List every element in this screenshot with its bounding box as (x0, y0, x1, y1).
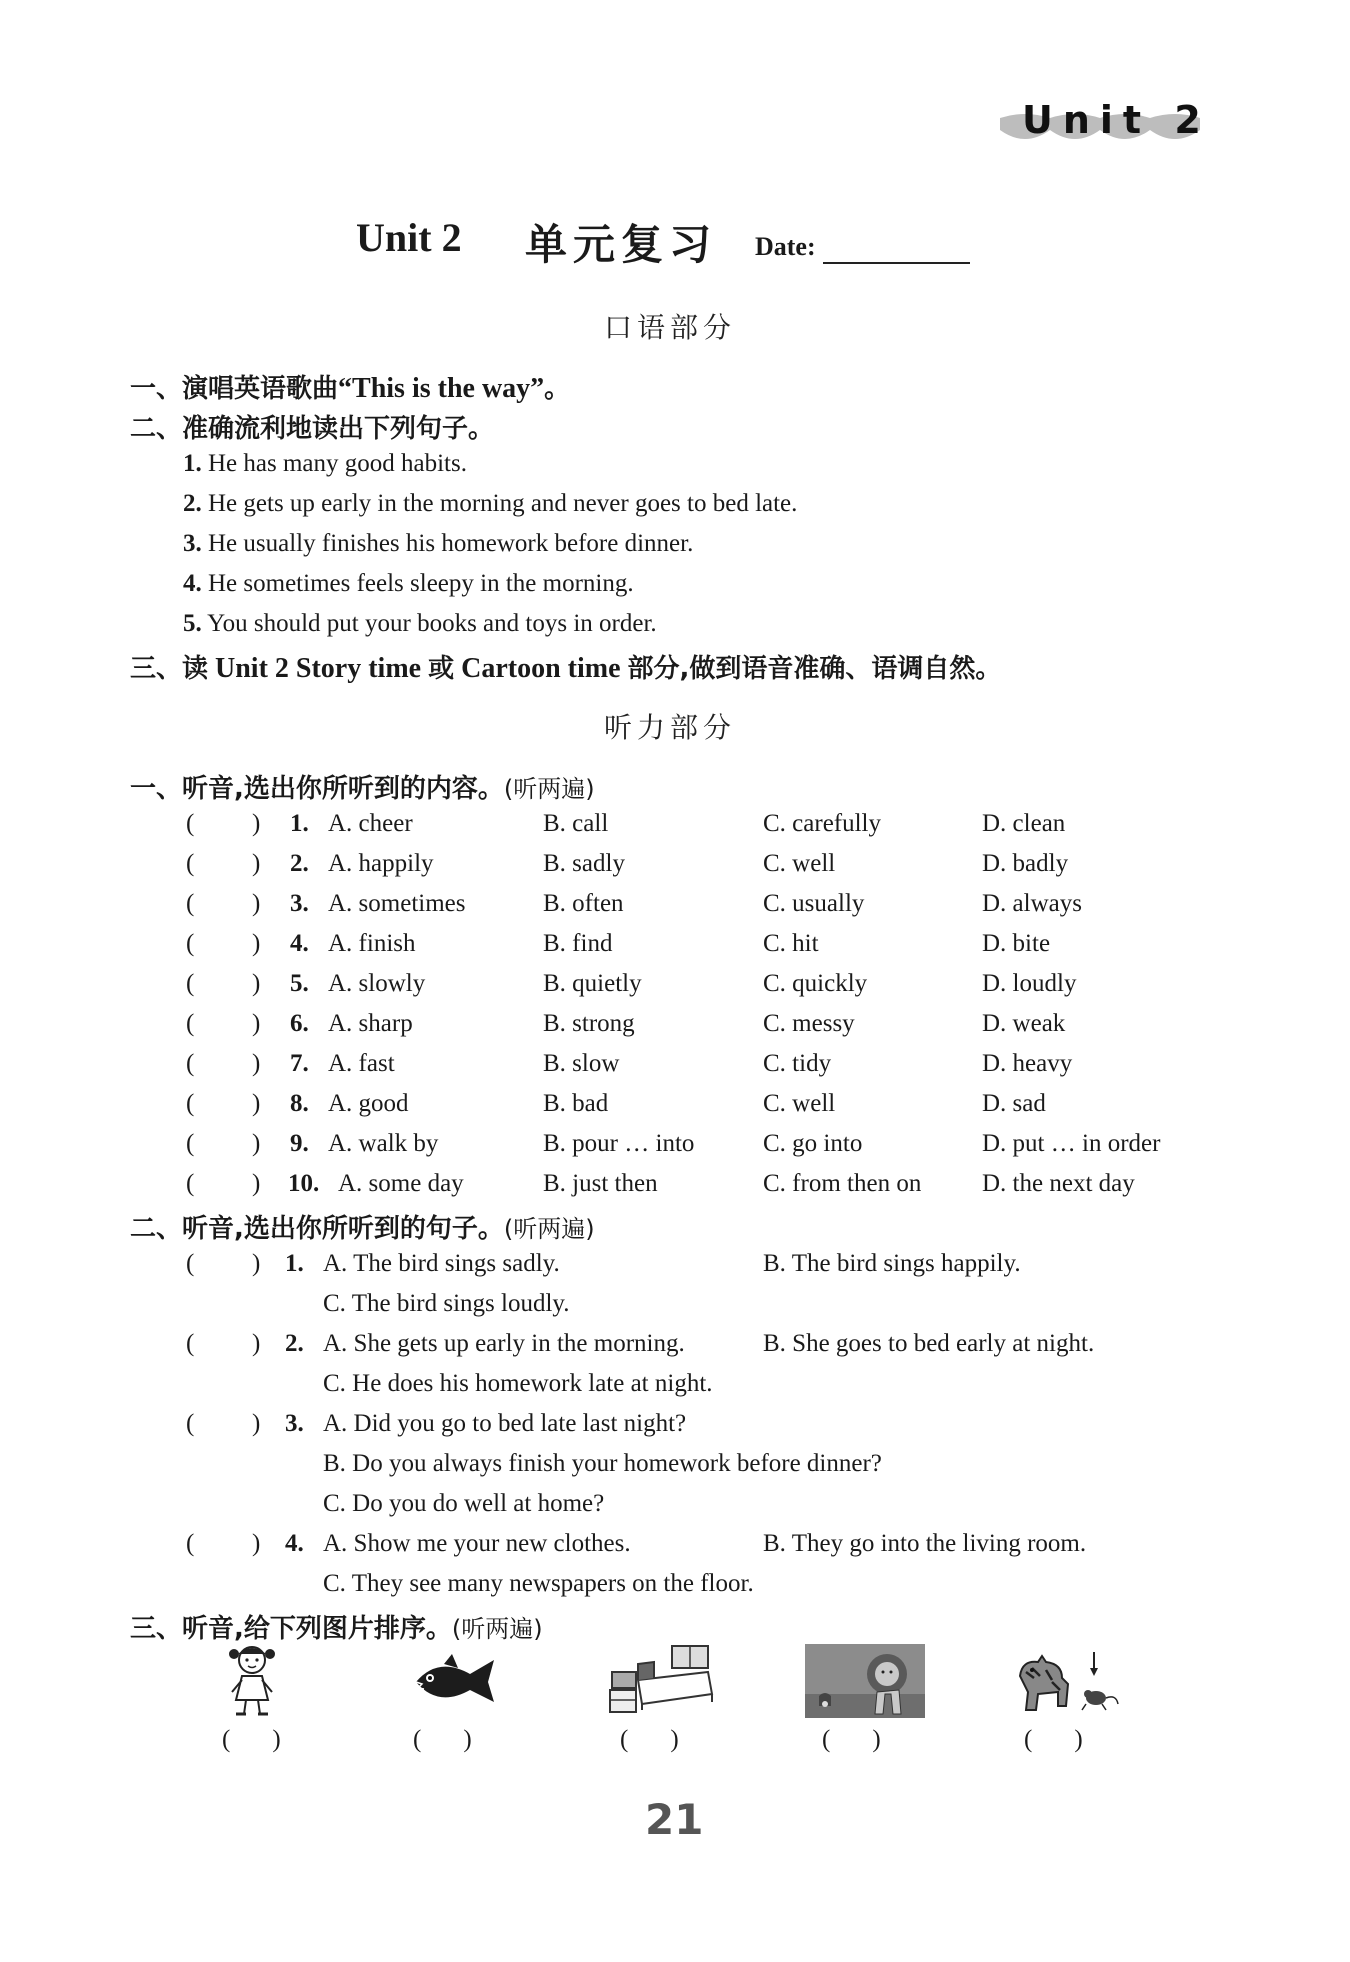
oral-sentence: 3. He usually finishes his homework before dinner. (183, 530, 694, 557)
picture-answer-girl[interactable]: ( ) (222, 1726, 281, 1753)
oral-q3-heading: 三、读 Unit 2 Story time 或 Cartoon time 部分,做到语音准确、语调自然。 (130, 653, 1002, 684)
oral-q2-heading: 二、准确流利地读出下列句子。 (130, 414, 495, 444)
date-label: Date: (755, 232, 816, 261)
answer-paren-open[interactable]: ( (186, 1530, 195, 1557)
oral-section-title: 口语部分 (604, 311, 737, 344)
oral-q1-prefix: 一、演唱英语歌曲 (130, 374, 339, 404)
picture-answer-tiger[interactable]: ( ) (1024, 1726, 1083, 1753)
lion-picture (805, 1644, 925, 1718)
answer-paren-open[interactable]: ( (186, 810, 195, 837)
oral-q1-suffix: 。 (544, 374, 571, 404)
answer-paren-open[interactable]: ( (186, 1050, 195, 1077)
page-title-cn: 单元复习 (525, 220, 718, 269)
answer-paren-open[interactable]: ( (186, 1330, 195, 1357)
answer-paren-close[interactable]: ) (252, 1130, 261, 1157)
answer-paren-open[interactable]: ( (186, 1250, 195, 1277)
answer-paren-close[interactable]: ) (252, 850, 261, 877)
answer-paren-open[interactable]: ( (186, 1010, 195, 1037)
fish-picture (408, 1652, 498, 1710)
answer-paren-open[interactable]: ( (186, 1410, 195, 1437)
picture-answer-bedroom[interactable]: ( ) (620, 1726, 679, 1753)
tiger-mouse-picture (1012, 1648, 1122, 1716)
answer-paren-open[interactable]: ( (186, 1090, 195, 1117)
answer-paren-open[interactable]: ( (186, 930, 195, 957)
answer-paren-close[interactable]: ) (252, 1090, 261, 1117)
oral-sentence: 2. He gets up early in the morning and never goes to bed late. (183, 490, 798, 517)
oral-q1-heading (130, 368, 570, 405)
answer-paren-close[interactable]: ) (252, 1050, 261, 1077)
answer-paren-close[interactable]: ) (252, 1530, 261, 1557)
answer-paren-close[interactable]: ) (252, 1250, 261, 1277)
answer-paren-open[interactable]: ( (186, 970, 195, 997)
answer-paren-open[interactable]: ( (186, 890, 195, 917)
answer-paren-open[interactable]: ( (186, 1130, 195, 1157)
picture-answer-fish[interactable]: ( ) (413, 1726, 472, 1753)
listening-q2-heading: 二、听音,选出你所听到的句子。(听两遍) (130, 1214, 595, 1244)
answer-paren-close[interactable]: ) (252, 1170, 261, 1197)
answer-paren-close[interactable]: ) (252, 970, 261, 997)
worksheet-page: Unit 2 Unit 2 单元复习 Date: 口语部分 一、演唱英语歌曲“This is the way”。 二、准确流利地读出下列句子。 1. He has many good habits. 2. He gets up early in the morning and never goes to bed late. 3. He usually finishes his homework before dinner. 4. He sometimes feels sleepy in the morning. 5. You should put your books and toys in order. 三、读 Unit 2 Story time 或 Cartoon time 部分,做到语音准确、语调自然。 听力部分 一、听音,选出你所听到的内容。(听两遍) ( ) 1. A. cheer B. call C. carefully D. clean ( ) 2. A. happily B. sadly C. well D. badly ( ) 3. A. sometimes B. often C. usually D. always ( ) 4. A. finish B. find C. hit D. bite ( ) 5. A. slowly B. quietly C. quickly D. loudly ( ) 6. A. sharp B. strong C. messy D. weak ( ) 7. A. fast B. slow C. tidy D. heavy ( ) 8. A. good B. bad C. well D. sad ( ) 9. A. walk by B. pour … into C. go into D. put … in order ( ) 10. A. some day B. just then C. from then on D. the next day 二、听音,选出你所听到的句子。(听两遍) ( ) 1. A. The bird sings sadly. B. The bird sings happily. C. The bird sings loudly. ( ) 2. A. She gets up early in the morning. B. She goes to bed early at night. C. He does his homework late at night. ( ) 3. A. Did you go to bed late last night? B. Do you always finish your homework before dinner? C. Do you do well at home? ( ) 4. A. Show me your new clothes. B. They go into the living room. C. They see many newspapers on the floor. 三、听音,给下列图片排序。(听两遍) ( ) ( ) ( ) ( ) ( ) 21 (0, 0, 1350, 1962)
oral-q1-song: “This is the way” (338, 373, 545, 404)
unit-badge-text: Unit 2 (1022, 98, 1211, 142)
bedroom-picture (608, 1644, 716, 1716)
oral-sentence: 5. You should put your books and toys in order. (183, 610, 657, 637)
date-blank-line[interactable] (823, 262, 970, 264)
answer-paren-close[interactable]: ) (252, 890, 261, 917)
girl-picture (222, 1642, 282, 1718)
answer-paren-close[interactable]: ) (252, 930, 261, 957)
page-title: Unit 2 (356, 215, 462, 260)
oral-sentence: 4. He sometimes feels sleepy in the morning. (183, 570, 634, 597)
answer-paren-open[interactable]: ( (186, 1170, 195, 1197)
answer-paren-close[interactable]: ) (252, 1330, 261, 1357)
answer-paren-close[interactable]: ) (252, 810, 261, 837)
answer-paren-close[interactable]: ) (252, 1010, 261, 1037)
picture-answer-lion[interactable]: ( ) (822, 1726, 881, 1753)
listening-q3-heading: 三、听音,给下列图片排序。(听两遍) (130, 1614, 543, 1644)
answer-paren-open[interactable]: ( (186, 850, 195, 877)
oral-sentence: 1. He has many good habits. (183, 450, 467, 477)
page-number: 21 (645, 1795, 704, 1844)
listening-section-title: 听力部分 (604, 711, 737, 744)
listening-q1-heading: 一、听音,选出你所听到的内容。(听两遍) (130, 774, 595, 804)
answer-paren-close[interactable]: ) (252, 1410, 261, 1437)
